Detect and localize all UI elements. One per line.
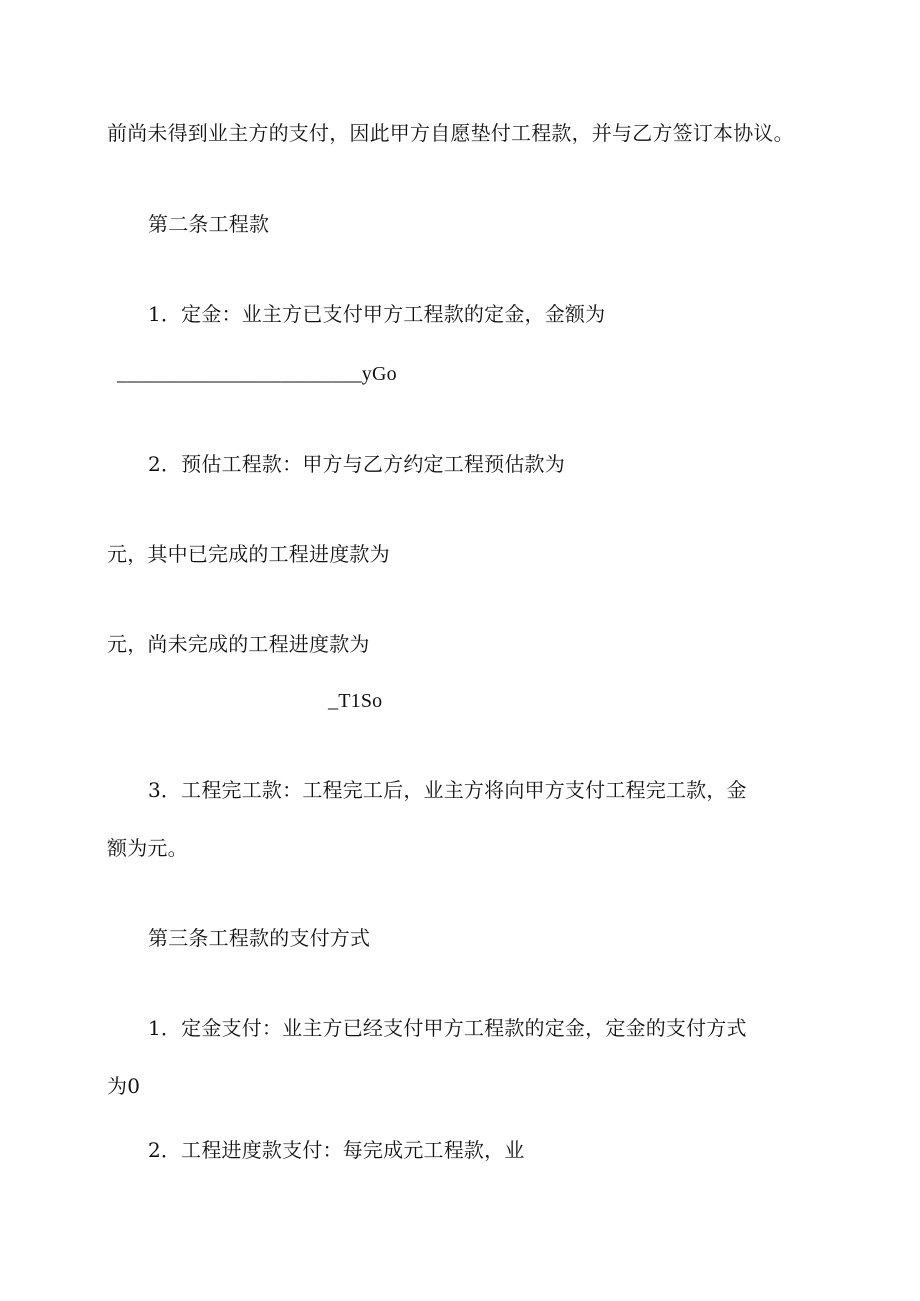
- blank-fill-line-2: _T1So: [328, 690, 383, 712]
- article-heading-3: 第三条工程款的支付方式: [148, 926, 371, 950]
- clause-2-2-line-2: 元，其中已完成的工程进度款为: [107, 542, 390, 566]
- clause-3-1: 1．定金支付：业主方已经支付甲方工程款的定金，定金的支付方式: [148, 1016, 747, 1040]
- clause-2-1: 1．定金：业主方已支付甲方工程款的定金，金额为: [148, 302, 606, 326]
- clause-2-3: 3．工程完工款：工程完工后，业主方将向甲方支付工程完工款，金: [148, 778, 747, 802]
- clause-2-2-line-3: 元，尚未完成的工程进度款为: [107, 632, 370, 656]
- paragraph-continuation: 前尚未得到业主方的支付，因此甲方自愿垫付工程款，并与乙方签订本协议。: [107, 121, 794, 145]
- clause-3-1-line-2: 为0: [107, 1074, 141, 1098]
- clause-3-2: 2．工程进度款支付：每完成元工程款，业: [148, 1138, 525, 1162]
- article-heading-2: 第二条工程款: [148, 212, 270, 236]
- clause-2-2: 2．预估工程款：甲方与乙方约定工程预估款为: [148, 452, 565, 476]
- clause-2-3-line-2: 额为元。: [107, 836, 188, 860]
- blank-fill-line-1: ________________________yGo: [117, 363, 397, 385]
